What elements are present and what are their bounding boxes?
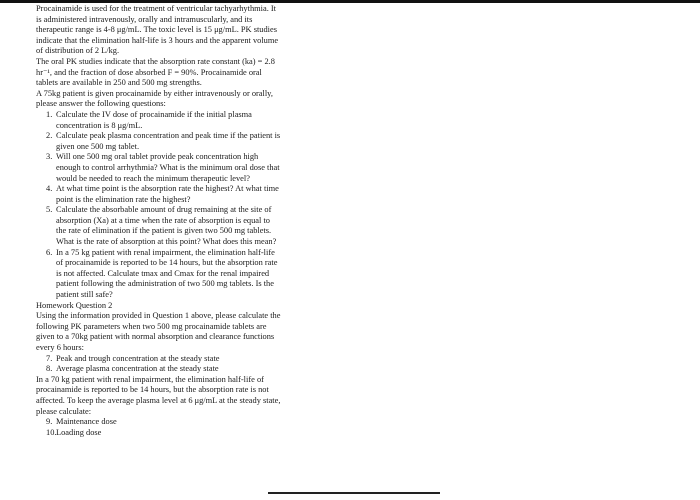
question-number: 9.: [46, 417, 53, 427]
question-9: [36, 417, 282, 428]
question-text: Calculate the IV dose of procainamide if the initial plasma concentration is 8 μg/mL.: [56, 109, 252, 130]
question-7: [36, 354, 282, 365]
bottom-divider-line: [268, 492, 440, 494]
top-edge-bar: [0, 0, 700, 3]
intro-paragraph-3: A 75kg patient is given procainamide by either intravenously or orally, please answer the following questions:: [36, 88, 273, 109]
homework-intro: Using the information provided in Question 1 above, please calculate the following PK parameters when two 500 mg procainamide tablets are given to a 70kg patient with normal absorption and clearance functions every 6 hours:: [36, 311, 281, 352]
intro-paragraph-1: Procainamide is used for the treatment of ventricular tachyarhythmia. It is administered intravenously, orally and intramuscularly, and its therapeutic range is 4-8 μg/mL. The toxic level is 15 μg/mL. PK studies indicate that the elimination half-life is 3 hours and the apparent volume of distribution of 2 L/kg.: [36, 4, 279, 56]
renal-intro: In a 70 kg patient with renal impairment, the elimination half-life of procainamide is reported to be 14 hours, but the absorption rate is not affected. To keep the average plasma level at 6 μg/mL at the steady state, please calculate:: [36, 374, 281, 416]
question-4: [36, 184, 282, 205]
question-number: 7.: [46, 353, 53, 363]
question-8: [36, 364, 282, 375]
question-text: Average plasma concentration at the steady state: [56, 364, 219, 374]
question-number: 2.: [46, 131, 53, 141]
question-number: 5.: [46, 205, 53, 215]
question-text: Peak and trough concentration at the steady state: [56, 353, 220, 363]
homework-heading: Homework Question 2: [36, 300, 113, 310]
question-text: Maintenance dose: [56, 417, 117, 427]
question-number: 8.: [46, 364, 53, 374]
question-number: 1.: [46, 109, 53, 119]
question-10: [36, 428, 282, 439]
question-1: [36, 110, 282, 131]
question-number: 3.: [46, 152, 53, 162]
question-text: Calculate the absorbable amount of drug remaining at the site of absorption (Xa) at a time when the rate of absorption is equal to the rate of elimination if the patient is given two 500 mg tablets. What is the rate of absorption at this point? What does this mean?: [56, 205, 277, 247]
question-number: 6.: [46, 247, 53, 257]
question-text: At what time point is the absorption rate the highest? At what time point is the elimination rate the highest?: [56, 184, 279, 204]
question-5: [36, 205, 282, 247]
question-text: In a 75 kg patient with renal impairment, the elimination half-life of procainamide is reported to be 14 hours, but the absorption rate is not affected. Calculate tmax and Cmax for the renal impaired patient following the administration of two 500 mg tablets. Is the patient still safe?: [56, 247, 278, 300]
question-text: Calculate peak plasma concentration and peak time if the patient is given one 500 mg tablet.: [56, 131, 281, 151]
document-text: [36, 4, 282, 438]
question-number: 4.: [46, 184, 53, 194]
question-3: [36, 152, 282, 184]
question-text: Loading dose: [56, 427, 102, 437]
question-6: [36, 248, 282, 301]
question-number: 10.: [46, 427, 57, 437]
intro-paragraph-2: The oral PK studies indicate that the absorption rate constant (ka) = 2.8 hr⁻¹, and the fraction of dose absorbed F = 90%. Procainamide oral tablets are available in 250 and 500 mg strengths.: [36, 56, 275, 88]
question-text: Will one 500 mg oral tablet provide peak concentration high enough to control arrhythmia? What is the minimum oral dose that would be needed to reach the minimum therapeutic level?: [56, 152, 280, 183]
question-2: [36, 131, 282, 152]
